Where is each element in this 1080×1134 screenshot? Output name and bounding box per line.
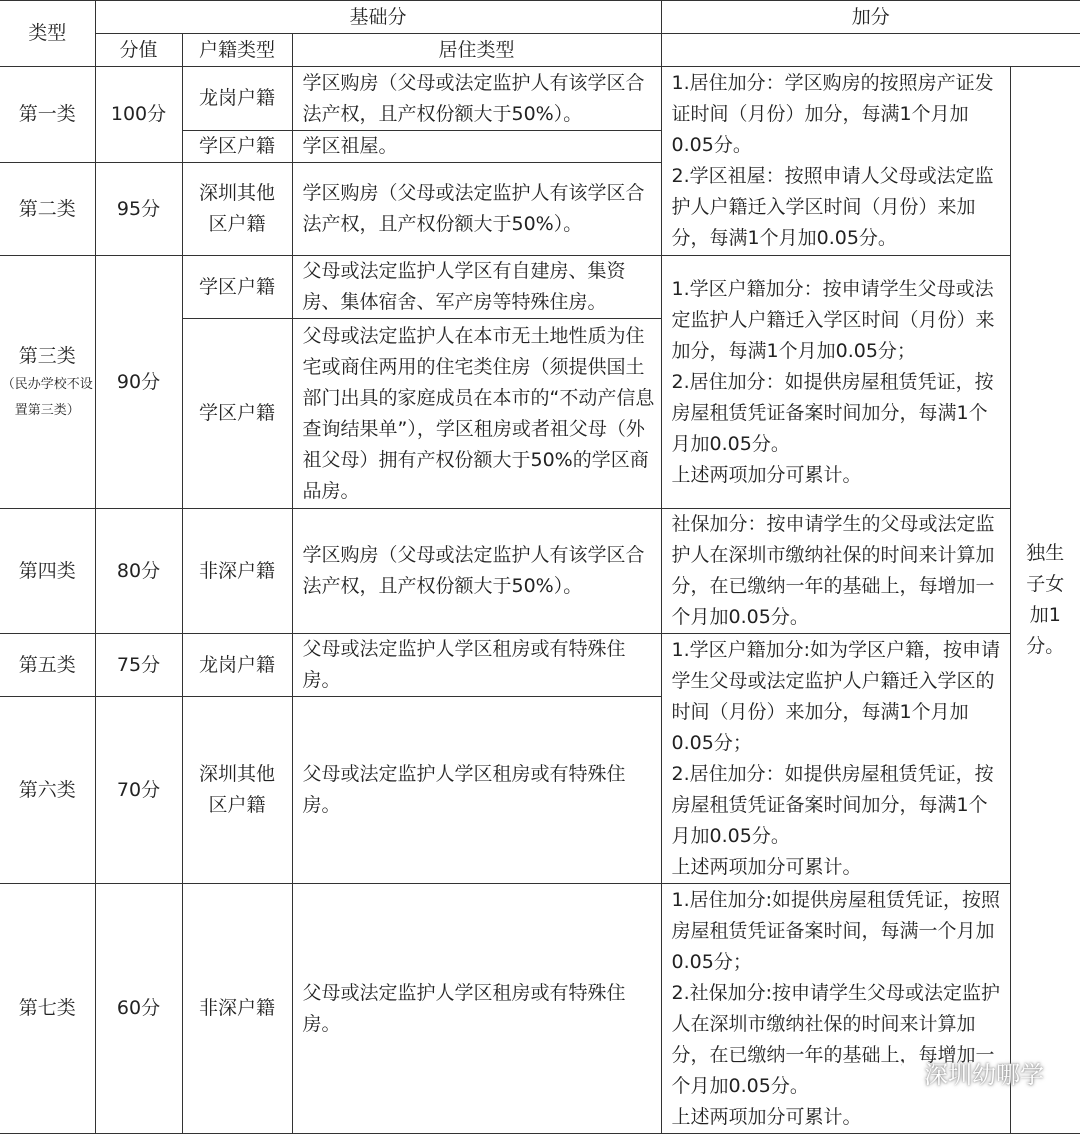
category-2-name: 第二类: [0, 163, 95, 256]
category-3-residence-a: 父母或法定监护人学区有自建房、集资房、集体宿舍、军产房等特殊住房。: [292, 256, 661, 319]
bonus-item: 1.学区户籍加分:如为学区户籍，按申请学生父母或法定监护人户籍迁入学区的时间（月份）来加分，每满1个月加0.05分；: [671, 638, 1001, 754]
header-type: 类型: [0, 1, 95, 67]
watermark-text: 深圳幼哪学: [924, 1061, 1044, 1089]
bonus-category-1-2: [661, 67, 1010, 256]
header-bonus: 加分: [661, 1, 1080, 34]
category-7-name: 第七类: [0, 884, 95, 1134]
only-child-bonus: 独生子女加1分。: [1010, 67, 1080, 1134]
bonus-item: 2.居住加分：如提供房屋租赁凭证，按房屋租赁凭证备案时间加分，每满1个月加0.05分。: [671, 762, 994, 847]
bonus-item: 2.社保加分:按申请学生父母或法定监护人在深圳市缴纳社保的时间来计算加分，在已缴纳一年的基础上，每增加一个月加0.05分。: [671, 981, 1001, 1097]
category-6-name: 第六类: [0, 697, 95, 884]
header-hukou-type: 户籍类型: [182, 34, 292, 67]
category-1-hukou-a: 龙岗户籍: [182, 67, 292, 131]
header-base-score: 基础分: [95, 1, 661, 34]
category-3-note: （民办学校不设置第三类）: [1, 376, 93, 418]
category-2-residence: 学区购房（父母或法定监护人有该学区合法产权，且产权份额大于50%）。: [292, 163, 661, 256]
category-5-name: 第五类: [0, 634, 95, 697]
category-1-score: 100分: [95, 67, 182, 163]
category-7-score: 60分: [95, 884, 182, 1134]
category-2-hukou: 深圳其他区户籍: [182, 163, 292, 256]
category-6-residence: 父母或法定监护人学区租房或有特殊住房。: [292, 697, 661, 884]
bonus-item: 上述两项加分可累计。: [671, 1105, 862, 1128]
category-6-score: 70分: [95, 697, 182, 884]
category-5-hukou: 龙岗户籍: [182, 634, 292, 697]
category-2-score: 95分: [95, 163, 182, 256]
category-1-name: 第一类: [0, 67, 95, 163]
category-3-name-cell: [0, 256, 95, 509]
bonus-item: 1.居住加分：学区购房的按照房产证发证时间（月份）加分，每满1个月加0.05分。: [671, 72, 994, 156]
category-7-residence: 父母或法定监护人学区租房或有特殊住房。: [292, 884, 661, 1134]
bonus-item: 2.居住加分：如提供房屋租赁凭证，按房屋租赁凭证备案时间加分，每满1个月加0.05分。: [671, 370, 994, 455]
bonus-category-5-6: [661, 634, 1010, 884]
bonus-category-7: [661, 884, 1010, 1134]
bonus-item: 1.学区户籍加分：按申请学生父母或法定监护人户籍迁入学区时间（月份）来加分，每满1个月加0.05分；: [671, 277, 995, 362]
category-3-hukou-a: 学区户籍: [182, 256, 292, 319]
category-4-score: 80分: [95, 509, 182, 634]
category-3-residence-b: 父母或法定监护人在本市无土地性质为住宅或商住两用的住宅类住房（须提供国土部门出具的家庭成员在本市的“不动产信息查询结果单”），学区租房或者祖父母（外祖父母）拥有产权份额大于50%的学区商品房。: [292, 319, 661, 509]
category-1-hukou-b: 学区户籍: [182, 131, 292, 163]
category-1-residence-b: 学区祖屋。: [292, 131, 661, 163]
bonus-category-4: 社保加分：按申请学生的父母或法定监护人在深圳市缴纳社保的时间来计算加分，在已缴纳一年的基础上，每增加一个月加0.05分。: [661, 509, 1010, 634]
header-bonus-blank: [661, 34, 1080, 67]
bonus-item: 1.居住加分:如提供房屋租赁凭证，按照房屋租赁凭证备案时间，每满一个月加0.05分；: [671, 888, 1001, 973]
bonus-item: 上述两项加分可累计。: [671, 463, 862, 486]
category-3-score: 90分: [95, 256, 182, 509]
category-3-hukou-b: 学区户籍: [182, 319, 292, 509]
category-4-name: 第四类: [0, 509, 95, 634]
header-residence-type: 居住类型: [292, 34, 661, 67]
bonus-item: 上述两项加分可累计。: [671, 855, 862, 878]
category-6-hukou: 深圳其他区户籍: [182, 697, 292, 884]
category-4-residence: 学区购房（父母或法定监护人有该学区合法产权，且产权份额大于50%）。: [292, 509, 661, 634]
category-3-name: 第三类: [18, 344, 76, 367]
category-5-residence: 父母或法定监护人学区租房或有特殊住房。: [292, 634, 661, 697]
category-7-hukou: 非深户籍: [182, 884, 292, 1134]
category-4-hukou: 非深户籍: [182, 509, 292, 634]
category-1-residence-a: 学区购房（父母或法定监护人有该学区合法产权，且产权份额大于50%）。: [292, 67, 661, 131]
bonus-item: 2.学区祖屋：按照申请人父母或法定监护人户籍迁入学区时间（月份）来加分，每满1个月加0.05分。: [671, 165, 994, 249]
category-5-score: 75分: [95, 634, 182, 697]
bonus-category-3: [661, 256, 1010, 509]
header-score-value: 分值: [95, 34, 182, 67]
